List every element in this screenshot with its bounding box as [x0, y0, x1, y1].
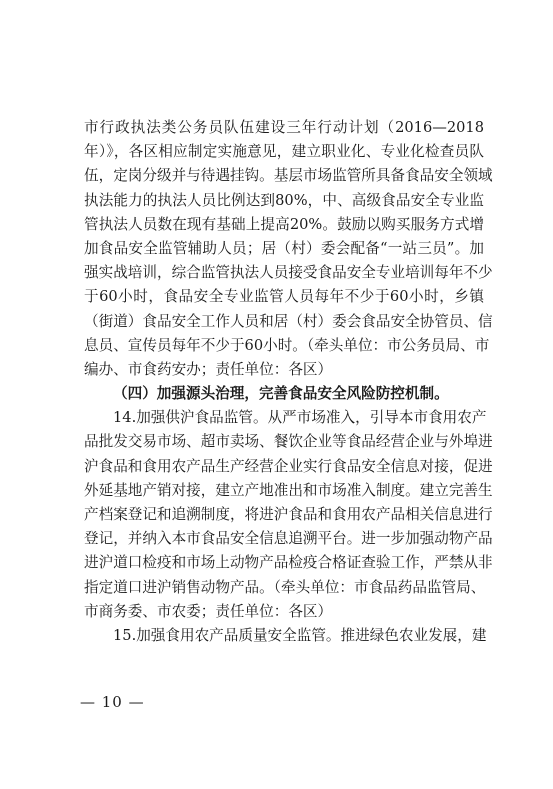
text-line: 执法能力的执法人员比例达到80%，中、高级食品安全专业监	[84, 191, 484, 209]
body-text	[84, 116, 493, 648]
text-line: 加食品安全监管辅助人员；居（村）委会配备“一站三员”。加	[84, 239, 484, 257]
text-line: 息员、宣传员每年不少于60小时。（牵头单位：市公务员局、市	[84, 336, 490, 354]
text-line: 指定道口进沪销售动物产品。（牵头单位：市食品药品监管局、	[84, 578, 486, 596]
text-line: 登记，并纳入本市食品安全信息追溯平台。进一步加强动物产品	[84, 530, 493, 548]
text-line: 管执法人员数在现有基础上提高20%。鼓励以购买服务方式增	[84, 215, 484, 233]
text-line: 伍，定岗分级并与待遇挂钩。基层市场监管所具备食品安全领域	[84, 167, 493, 185]
text-line: 市商务委、市农委；责任单位：各区）	[84, 602, 333, 620]
text-line: 强实战培训，综合监管执法人员接受食品安全专业培训每年不少	[84, 264, 493, 282]
text-line: 品批发交易市场、超市卖场、餐饮企业等食品经营企业与外埠进	[84, 433, 493, 451]
text-line: 于60小时，食品安全专业监管人员每年不少于60小时，乡镇	[84, 288, 484, 306]
text-line: 沪食品和食用农产品生产经营企业实行食品安全信息对接，促进	[84, 457, 493, 475]
page-number: — 10 —	[80, 693, 145, 711]
section-heading: （四）加强源头治理，完善食品安全风险防控机制。	[113, 385, 449, 403]
item-heading-line: 15.加强食用农产品质量安全监管。推进绿色农业发展，建	[113, 626, 487, 644]
text-line: 市行政执法类公务员队伍建设三年行动计划（2016—2018	[84, 119, 484, 136]
text-line: 年）》，各区相应制定实施意见，建立职业化、专业化检查员队	[84, 143, 484, 161]
text-line: （街道）食品安全工作人员和居（村）委会食品安全协管员、信	[84, 312, 493, 330]
text-line: 外延基地产销对接，建立产地准出和市场准入制度。建立完善生	[84, 481, 493, 499]
text-line: 进沪道口检疫和市场上动物产品检疫合格证查验工作，严禁从非	[84, 554, 493, 572]
text-line: 编办、市食药安办；责任单位：各区）	[84, 360, 333, 378]
item-heading-line: 14.加强供沪食品监管。从严市场准入，引导本市食用农产	[113, 409, 487, 427]
text-line: 产档案登记和追溯制度，将进沪食品和食用农产品相关信息进行	[84, 506, 493, 523]
